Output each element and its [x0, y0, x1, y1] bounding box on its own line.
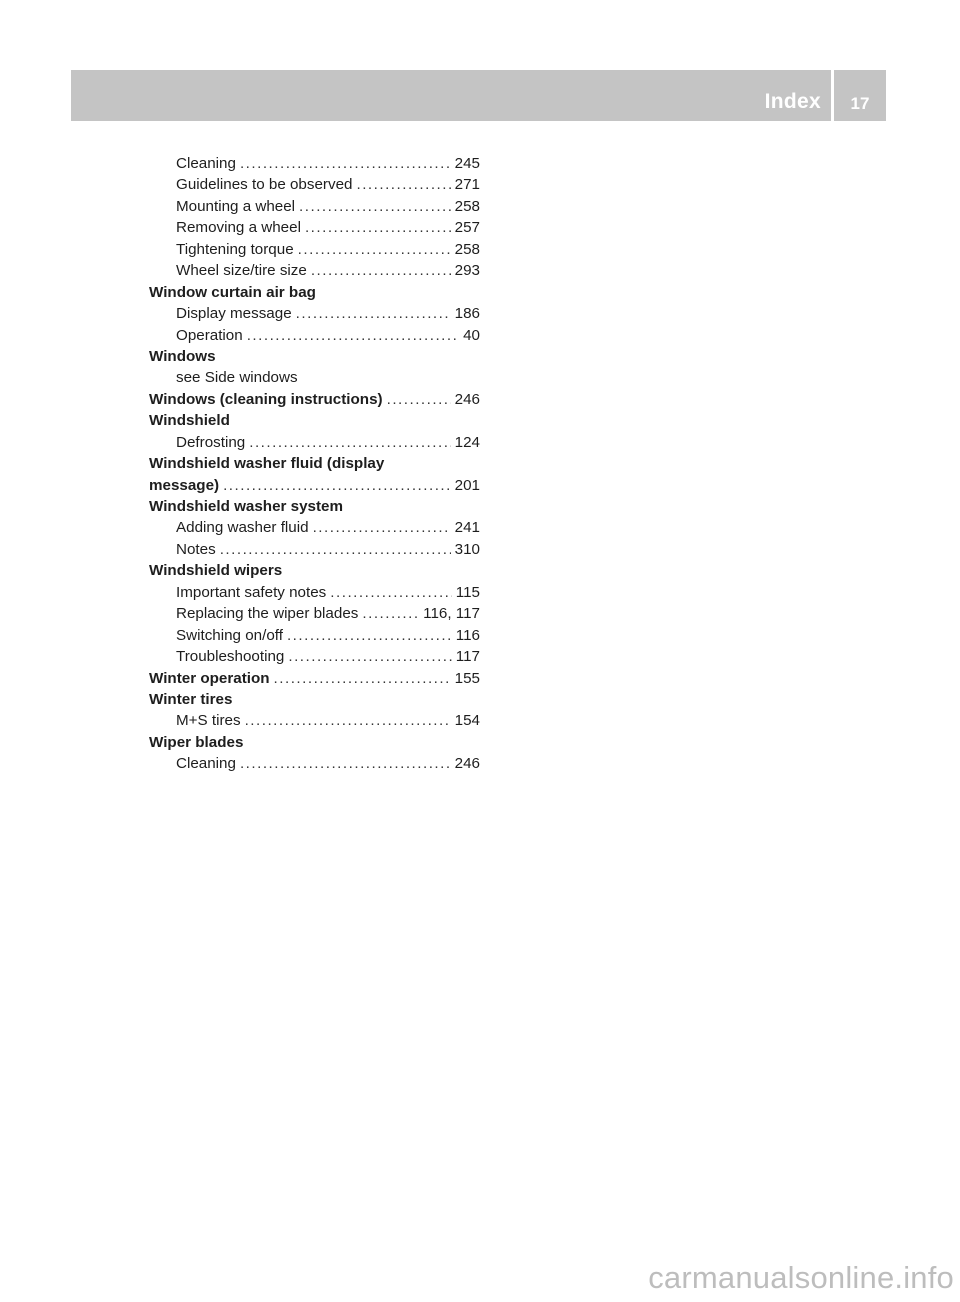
index-subentry — [149, 539, 480, 560]
page-reference[interactable]: 186 — [454, 305, 480, 323]
dot-leader — [223, 475, 451, 496]
index-term: Wheel size/tire size — [176, 262, 307, 280]
index-term: Replacing the wiper blades — [176, 605, 359, 623]
dot-leader — [288, 646, 451, 667]
index-term: message) — [149, 476, 220, 494]
index-term: Cleaning — [176, 155, 236, 172]
index-heading — [149, 496, 480, 517]
page-reference[interactable]: 117 — [455, 648, 480, 666]
index-subentry — [149, 367, 480, 388]
index-term: Windows — [149, 347, 216, 365]
dot-leader — [240, 753, 451, 774]
section-title: Index — [764, 90, 821, 113]
index-term: Cleaning — [176, 755, 236, 773]
index-subentry — [149, 153, 480, 174]
page-reference[interactable]: 124 — [454, 433, 480, 451]
index-subentry — [149, 646, 480, 667]
dot-leader — [274, 668, 451, 689]
index-subentry — [149, 432, 480, 453]
index-heading — [149, 732, 480, 753]
index-subentry — [149, 260, 480, 281]
index-subentry — [149, 517, 480, 538]
index-subentry — [149, 239, 480, 260]
index-term: Adding washer fluid — [176, 519, 309, 537]
index-heading — [149, 389, 480, 410]
index-term: see Side windows — [176, 369, 298, 387]
index-subentry — [149, 217, 480, 238]
index-heading — [149, 475, 480, 496]
page-reference[interactable]: 241 — [454, 519, 480, 537]
index-heading — [149, 689, 480, 710]
page-reference[interactable]: 271 — [454, 176, 480, 194]
page-reference[interactable]: 310 — [454, 540, 480, 558]
index-subentry — [149, 625, 480, 646]
index-subentry — [149, 325, 480, 346]
page-reference[interactable]: 201 — [454, 476, 480, 494]
dot-leader — [249, 432, 450, 453]
index-heading — [149, 282, 480, 303]
dot-leader — [240, 153, 451, 174]
page-reference[interactable]: 246 — [454, 390, 480, 408]
index-heading — [149, 560, 480, 581]
index-subentry — [149, 196, 480, 217]
dot-leader — [287, 625, 452, 646]
index-term: Window curtain air bag — [149, 283, 316, 301]
page-reference[interactable]: 115 — [455, 583, 480, 601]
page-reference[interactable]: 154 — [454, 712, 480, 730]
page-reference[interactable]: 293 — [454, 262, 480, 280]
dot-leader — [330, 582, 452, 603]
index-term: Tightening torque — [176, 240, 294, 258]
index-subentry — [149, 753, 480, 774]
page-reference[interactable]: 155 — [454, 669, 480, 687]
page-reference[interactable]: 246 — [454, 755, 480, 773]
index-term: Display message — [176, 305, 292, 323]
dot-leader — [311, 260, 451, 281]
index-term: Removing a wheel — [176, 219, 301, 237]
index-term: Operation — [176, 326, 243, 344]
index-term: Defrosting — [176, 433, 246, 451]
index-subentry — [149, 710, 480, 731]
watermark: carmanualsonline.info — [648, 1260, 954, 1295]
index-heading — [149, 346, 480, 367]
dot-leader — [296, 303, 451, 324]
page-number: 17 — [850, 94, 870, 113]
index-subentry — [149, 303, 480, 324]
dot-leader — [298, 239, 451, 260]
index-term: Winter tires — [149, 690, 233, 708]
dot-leader — [387, 389, 451, 410]
index-subentry — [149, 174, 480, 195]
dot-leader — [247, 325, 459, 346]
dot-leader — [299, 196, 451, 217]
page-reference[interactable]: 258 — [454, 197, 480, 215]
index-term: Winter operation — [149, 669, 270, 687]
dot-leader — [245, 710, 451, 731]
index-heading — [149, 668, 480, 689]
dot-leader — [356, 174, 450, 195]
index-heading — [149, 410, 480, 431]
dot-leader — [362, 603, 419, 624]
page-reference[interactable]: 245 — [454, 155, 480, 172]
index-column — [149, 153, 480, 775]
index-term: Windshield washer fluid (display — [149, 455, 385, 473]
index-term: Windshield wipers — [149, 562, 283, 580]
index-subentry — [149, 582, 480, 603]
index-term: Windshield — [149, 412, 230, 430]
index-term: Switching on/off — [176, 626, 283, 644]
dot-leader — [305, 217, 451, 238]
page-reference[interactable]: 257 — [454, 219, 480, 237]
page-reference[interactable]: 40 — [463, 326, 480, 344]
dot-leader — [313, 517, 451, 538]
index-term: Mounting a wheel — [176, 197, 296, 215]
index-term: Wiper blades — [149, 733, 244, 751]
index-subentry — [149, 603, 480, 624]
dot-leader — [220, 539, 451, 560]
index-term: Windows (cleaning instructions) — [149, 390, 383, 408]
page-reference[interactable]: 116 — [455, 626, 480, 644]
index-term: Notes — [176, 540, 216, 558]
page-reference[interactable]: 258 — [454, 240, 480, 258]
page-reference[interactable]: 116, 117 — [423, 605, 480, 623]
index-heading — [149, 453, 480, 474]
index-term: M+S tires — [176, 712, 241, 730]
index-term: Windshield washer system — [149, 498, 343, 515]
index-term: Troubleshooting — [176, 648, 285, 666]
index-term: Guidelines to be observed — [176, 176, 353, 194]
index-term: Important safety notes — [176, 583, 327, 601]
